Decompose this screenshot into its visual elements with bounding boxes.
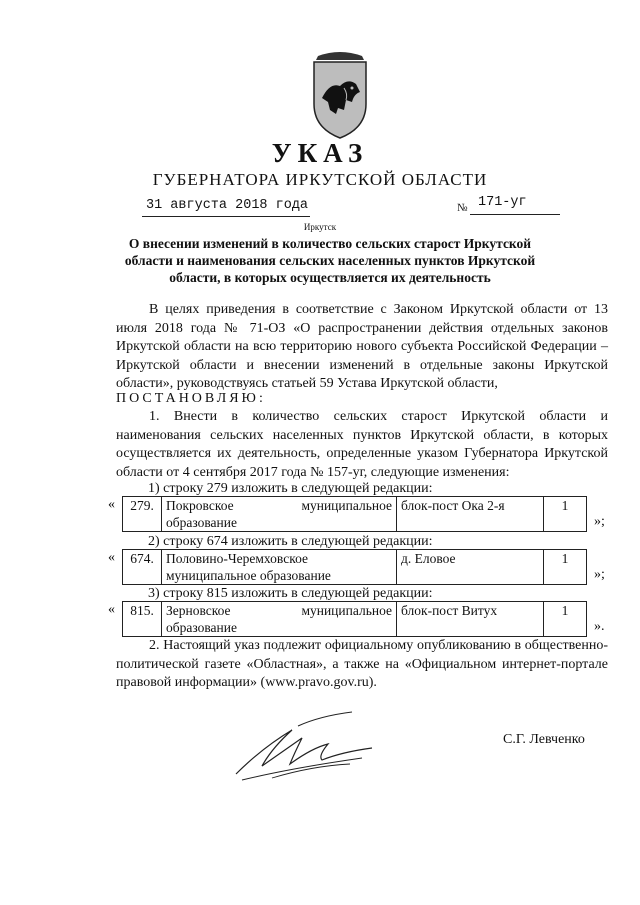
amendment-heading: 2) строку 674 изложить в следующей редакции:	[148, 534, 433, 549]
amendment-table	[122, 601, 587, 637]
signature-icon	[232, 708, 382, 788]
municipality-type: муниципальное	[301, 603, 392, 618]
municipality-name: Половино-Черемховское	[166, 551, 308, 566]
number-underline	[470, 214, 560, 215]
number-sign: №	[457, 202, 468, 214]
date-underline	[142, 216, 310, 217]
item-1-paragraph: 1. Внести в количество сельских старост Иркутской области и наименования сельских населенных пунктов Иркутской области, в которых осуществляется их деятельность, определенные указом Губернатора Иркутской области от 4 сентября 2017 года № 157-уг, следующие изменения:	[116, 409, 608, 480]
table-row	[123, 497, 587, 532]
close-quote: »;	[594, 514, 605, 529]
municipality-cell	[162, 602, 397, 637]
count-cell: 1	[544, 602, 587, 637]
preamble-paragraph: В целях приведения в соответствие с Законом Иркутской области от 13 июля 2018 года № 71-ОЗ «О распространении действия отдельных законов Иркутской области на всю территорию нового субъекта Российской Федерации – Иркутской области и внесении изменений в отдельные законы Иркутской области», руководствуясь статьей 59 Устава Иркутской области,	[116, 302, 608, 391]
document-subject-title: О внесении изменений в количество сельских старост Иркутской области и наименования сельских населенных пунктов Иркутской области, в которых осуществляется их деятельность	[124, 236, 536, 285]
table-row	[123, 550, 587, 585]
amendment-heading: 1) строку 279 изложить в следующей редакции:	[148, 481, 433, 496]
municipality-cell	[162, 497, 397, 532]
municipality-name: Покровское	[166, 498, 234, 513]
count-cell: 1	[544, 497, 587, 532]
item-2-paragraph: 2. Настоящий указ подлежит официальному опубликованию в общественно-политической газете «Областная», а также на «Официальном интернет-портале правовой информации» (www.pravo.gov.ru).	[116, 638, 608, 690]
municipality-suffix: образование	[166, 515, 237, 530]
settlement-cell: блок-пост Витух	[397, 602, 544, 637]
municipality-suffix: муниципальное образование	[166, 568, 331, 583]
open-quote: «	[108, 602, 115, 617]
municipality-cell	[162, 550, 397, 585]
amendment-table	[122, 549, 587, 585]
close-quote: »;	[594, 567, 605, 582]
municipality-suffix: образование	[166, 620, 237, 635]
open-quote: «	[108, 497, 115, 512]
municipality-type: муниципальное	[301, 498, 392, 513]
count-cell: 1	[544, 550, 587, 585]
document-date: 31 августа 2018 года	[146, 198, 309, 213]
close-quote: ».	[594, 619, 605, 634]
document-number: 171-уг	[478, 195, 527, 210]
postanovlyayu-heading: ПОСТАНОВЛЯЮ:	[116, 391, 266, 406]
coat-of-arms-icon	[300, 48, 380, 140]
issuer-title: ГУБЕРНАТОРА ИРКУТСКОЙ ОБЛАСТИ	[152, 170, 488, 189]
city-label: Иркутск	[303, 222, 337, 232]
document-type-title: УКАЗ	[271, 138, 369, 168]
settlement-cell: блок-пост Ока 2-я	[397, 497, 544, 532]
municipality-name: Зерновское	[166, 603, 231, 618]
row-number: 674.	[123, 550, 162, 585]
open-quote: «	[108, 550, 115, 565]
amendment-heading: 3) строку 815 изложить в следующей редакции:	[148, 586, 433, 601]
amendment-table	[122, 496, 587, 532]
row-number: 815.	[123, 602, 162, 637]
table-row	[123, 602, 587, 637]
signer-name: С.Г. Левченко	[503, 732, 585, 747]
settlement-cell: д. Еловое	[397, 550, 544, 585]
row-number: 279.	[123, 497, 162, 532]
